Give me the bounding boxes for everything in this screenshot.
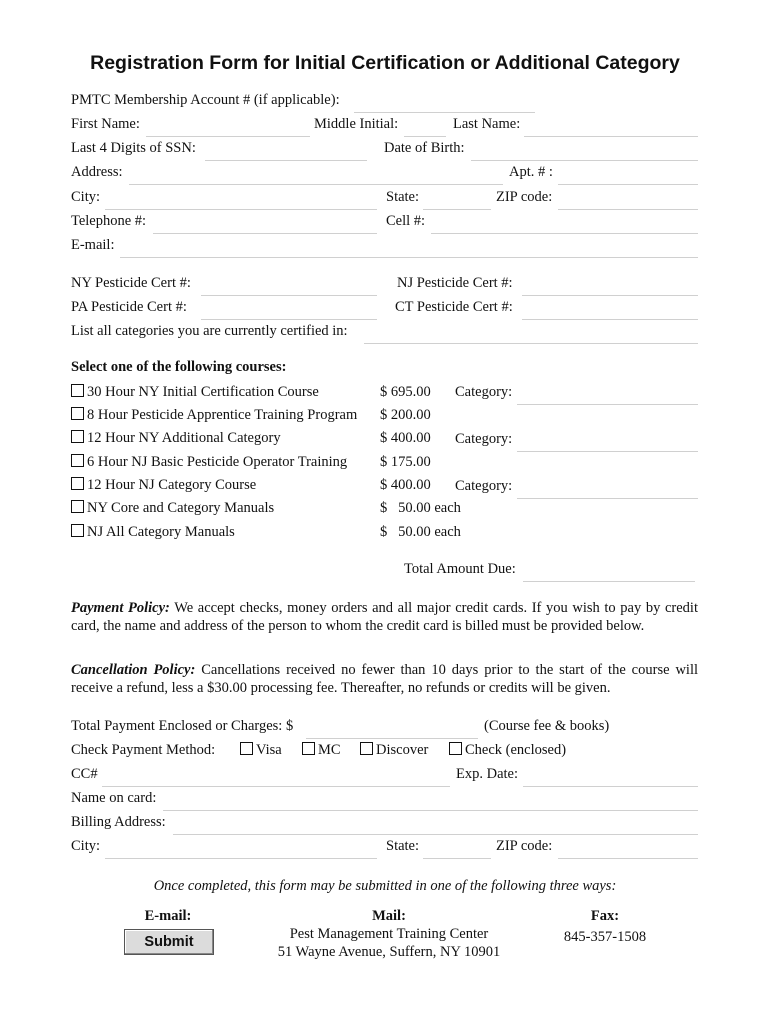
total-payment-field[interactable] <box>306 718 478 739</box>
fax-heading: Fax: <box>590 908 620 924</box>
state-label: State: <box>386 189 420 205</box>
checkbox[interactable] <box>71 454 84 467</box>
apt-field[interactable] <box>558 164 698 185</box>
billing-city-label: City: <box>71 838 101 854</box>
payment-option-discover[interactable] <box>360 742 428 759</box>
category-field-nj-category[interactable] <box>517 478 698 499</box>
courses-heading: Select one of the following courses: <box>71 359 287 375</box>
city-label: City: <box>71 189 101 205</box>
payment-policy-text: We accept checks, money orders and all major credit cards. If you wish to pay by credit card, the name and address of the person to whom the credit card is billed must be provided below. <box>71 600 698 634</box>
ssn-label: Last 4 Digits of SSN: <box>71 140 196 156</box>
checkbox[interactable] <box>360 742 373 755</box>
billing-state-field[interactable] <box>423 838 491 859</box>
course-price: $ 695.00 <box>380 384 431 400</box>
exp-date-field[interactable] <box>523 766 698 787</box>
course-name: 8 Hour Pesticide Apprentice Training Program <box>87 407 358 423</box>
total-due-label: Total Amount Due: <box>404 561 516 577</box>
payment-option-label: Discover <box>376 742 429 758</box>
dob-field[interactable] <box>471 140 698 161</box>
course-price: $ 200.00 <box>380 407 431 423</box>
category-label: Category: <box>455 384 513 400</box>
payment-method-label: Check Payment Method: <box>71 742 216 758</box>
checkbox[interactable] <box>71 384 84 397</box>
course-option-nj-basic[interactable] <box>71 454 347 471</box>
cc-number-field[interactable] <box>102 766 450 787</box>
checkbox[interactable] <box>71 500 84 513</box>
billing-city-field[interactable] <box>105 838 377 859</box>
course-name: NJ All Category Manuals <box>87 524 235 540</box>
category-field-ny-additional[interactable] <box>517 431 698 452</box>
last-name-field[interactable] <box>524 116 698 137</box>
pa-cert-label: PA Pesticide Cert #: <box>71 299 187 315</box>
payment-policy <box>71 599 698 635</box>
category-label: Category: <box>455 431 513 447</box>
apt-label: Apt. # : <box>509 164 553 180</box>
cancellation-policy-text: Cancellations received no fewer than 10 days prior to the start of the course will receive a refund, less a $30.00 processing fee. Thereafter, no refunds or credits will be given. <box>71 662 698 696</box>
payment-option-visa[interactable] <box>240 742 282 759</box>
middle-initial-field[interactable] <box>404 116 446 137</box>
course-price: $ 400.00 <box>380 477 431 493</box>
name-on-card-label: Name on card: <box>71 790 157 806</box>
payment-policy-title: Payment Policy: <box>71 600 170 616</box>
payment-option-label: Visa <box>256 742 282 758</box>
course-name: 6 Hour NJ Basic Pesticide Operator Training <box>87 454 348 470</box>
state-field[interactable] <box>423 189 491 210</box>
dob-label: Date of Birth: <box>384 140 465 156</box>
current-categories-field[interactable] <box>364 323 698 344</box>
checkbox[interactable] <box>71 477 84 490</box>
course-fee-note: (Course fee & books) <box>484 718 610 734</box>
cell-label: Cell #: <box>386 213 426 229</box>
nj-cert-label: NJ Pesticide Cert #: <box>397 275 513 291</box>
name-on-card-field[interactable] <box>163 790 698 811</box>
address-field[interactable] <box>129 164 503 185</box>
pa-cert-field[interactable] <box>201 299 377 320</box>
cc-number-label: CC# <box>71 766 98 782</box>
fax-number: 845-357-1508 <box>563 929 647 945</box>
billing-state-label: State: <box>386 838 420 854</box>
category-field-ny-initial[interactable] <box>517 384 698 405</box>
course-option-nj-manuals[interactable] <box>71 524 235 541</box>
billing-zip-label: ZIP code: <box>496 838 553 854</box>
checkbox[interactable] <box>449 742 462 755</box>
course-name: 12 Hour NY Additional Category <box>87 430 281 446</box>
telephone-field[interactable] <box>153 213 377 234</box>
zip-field[interactable] <box>558 189 698 210</box>
cell-field[interactable] <box>431 213 698 234</box>
payment-option-mc[interactable] <box>302 742 341 759</box>
middle-initial-label: Middle Initial: <box>314 116 399 132</box>
course-name: 30 Hour NY Initial Certification Course <box>87 384 319 400</box>
last-name-label: Last Name: <box>453 116 521 132</box>
payment-option-check[interactable] <box>449 742 566 759</box>
course-name: 12 Hour NJ Category Course <box>87 477 257 493</box>
payment-option-label: Check (enclosed) <box>465 742 567 758</box>
total-due-field[interactable] <box>523 561 695 582</box>
course-option-ny-manuals[interactable] <box>71 500 274 517</box>
telephone-label: Telephone #: <box>71 213 147 229</box>
pmtc-account-label: PMTC Membership Account # (if applicable): <box>71 92 340 108</box>
course-name: NY Core and Category Manuals <box>87 500 275 516</box>
ssn-field[interactable] <box>205 140 367 161</box>
cancellation-policy <box>71 661 698 697</box>
mail-line-2: 51 Wayne Avenue, Suffern, NY 10901 <box>277 944 501 960</box>
city-field[interactable] <box>105 189 377 210</box>
course-price: $ 400.00 <box>380 430 431 446</box>
category-label: Category: <box>455 478 513 494</box>
mail-line-1: Pest Management Training Center <box>289 926 489 942</box>
current-categories-label: List all categories you are currently certified in: <box>71 323 348 339</box>
first-name-field[interactable] <box>146 116 310 137</box>
course-option-ny-initial[interactable] <box>71 384 319 401</box>
form-title: Registration Form for Initial Certification or Additional Category <box>90 52 680 74</box>
billing-zip-field[interactable] <box>558 838 698 859</box>
email-label: E-mail: <box>71 237 115 253</box>
submission-intro: Once completed, this form may be submitted in one of the following three ways: <box>153 878 617 894</box>
ny-cert-field[interactable] <box>201 275 377 296</box>
email-heading: E-mail: <box>144 908 192 924</box>
address-label: Address: <box>71 164 123 180</box>
ct-cert-label: CT Pesticide Cert #: <box>395 299 513 315</box>
checkbox[interactable] <box>71 407 84 420</box>
course-price: $ 50.00 each <box>380 500 461 516</box>
billing-address-field[interactable] <box>173 814 698 835</box>
checkbox[interactable] <box>71 524 84 537</box>
pmtc-account-field[interactable] <box>354 92 535 113</box>
total-payment-label: Total Payment Enclosed or Charges: $ <box>71 718 294 734</box>
email-field[interactable] <box>120 237 698 258</box>
checkbox[interactable] <box>71 430 84 443</box>
zip-label: ZIP code: <box>496 189 553 205</box>
mail-heading: Mail: <box>372 908 406 924</box>
ny-cert-label: NY Pesticide Cert #: <box>71 275 191 291</box>
course-price: $ 175.00 <box>380 454 431 470</box>
course-price: $ 50.00 each <box>380 524 461 540</box>
checkbox[interactable] <box>302 742 315 755</box>
payment-option-label: MC <box>318 742 341 758</box>
cancellation-policy-title: Cancellation Policy: <box>71 662 196 678</box>
checkbox[interactable] <box>240 742 253 755</box>
first-name-label: First Name: <box>71 116 140 132</box>
course-option-nj-category[interactable] <box>71 477 256 494</box>
ct-cert-field[interactable] <box>522 299 698 320</box>
submit-button[interactable]: Submit <box>124 929 214 955</box>
course-option-apprentice[interactable] <box>71 407 357 424</box>
course-option-ny-additional[interactable] <box>71 430 281 447</box>
nj-cert-field[interactable] <box>522 275 698 296</box>
exp-date-label: Exp. Date: <box>456 766 519 782</box>
billing-address-label: Billing Address: <box>71 814 166 830</box>
